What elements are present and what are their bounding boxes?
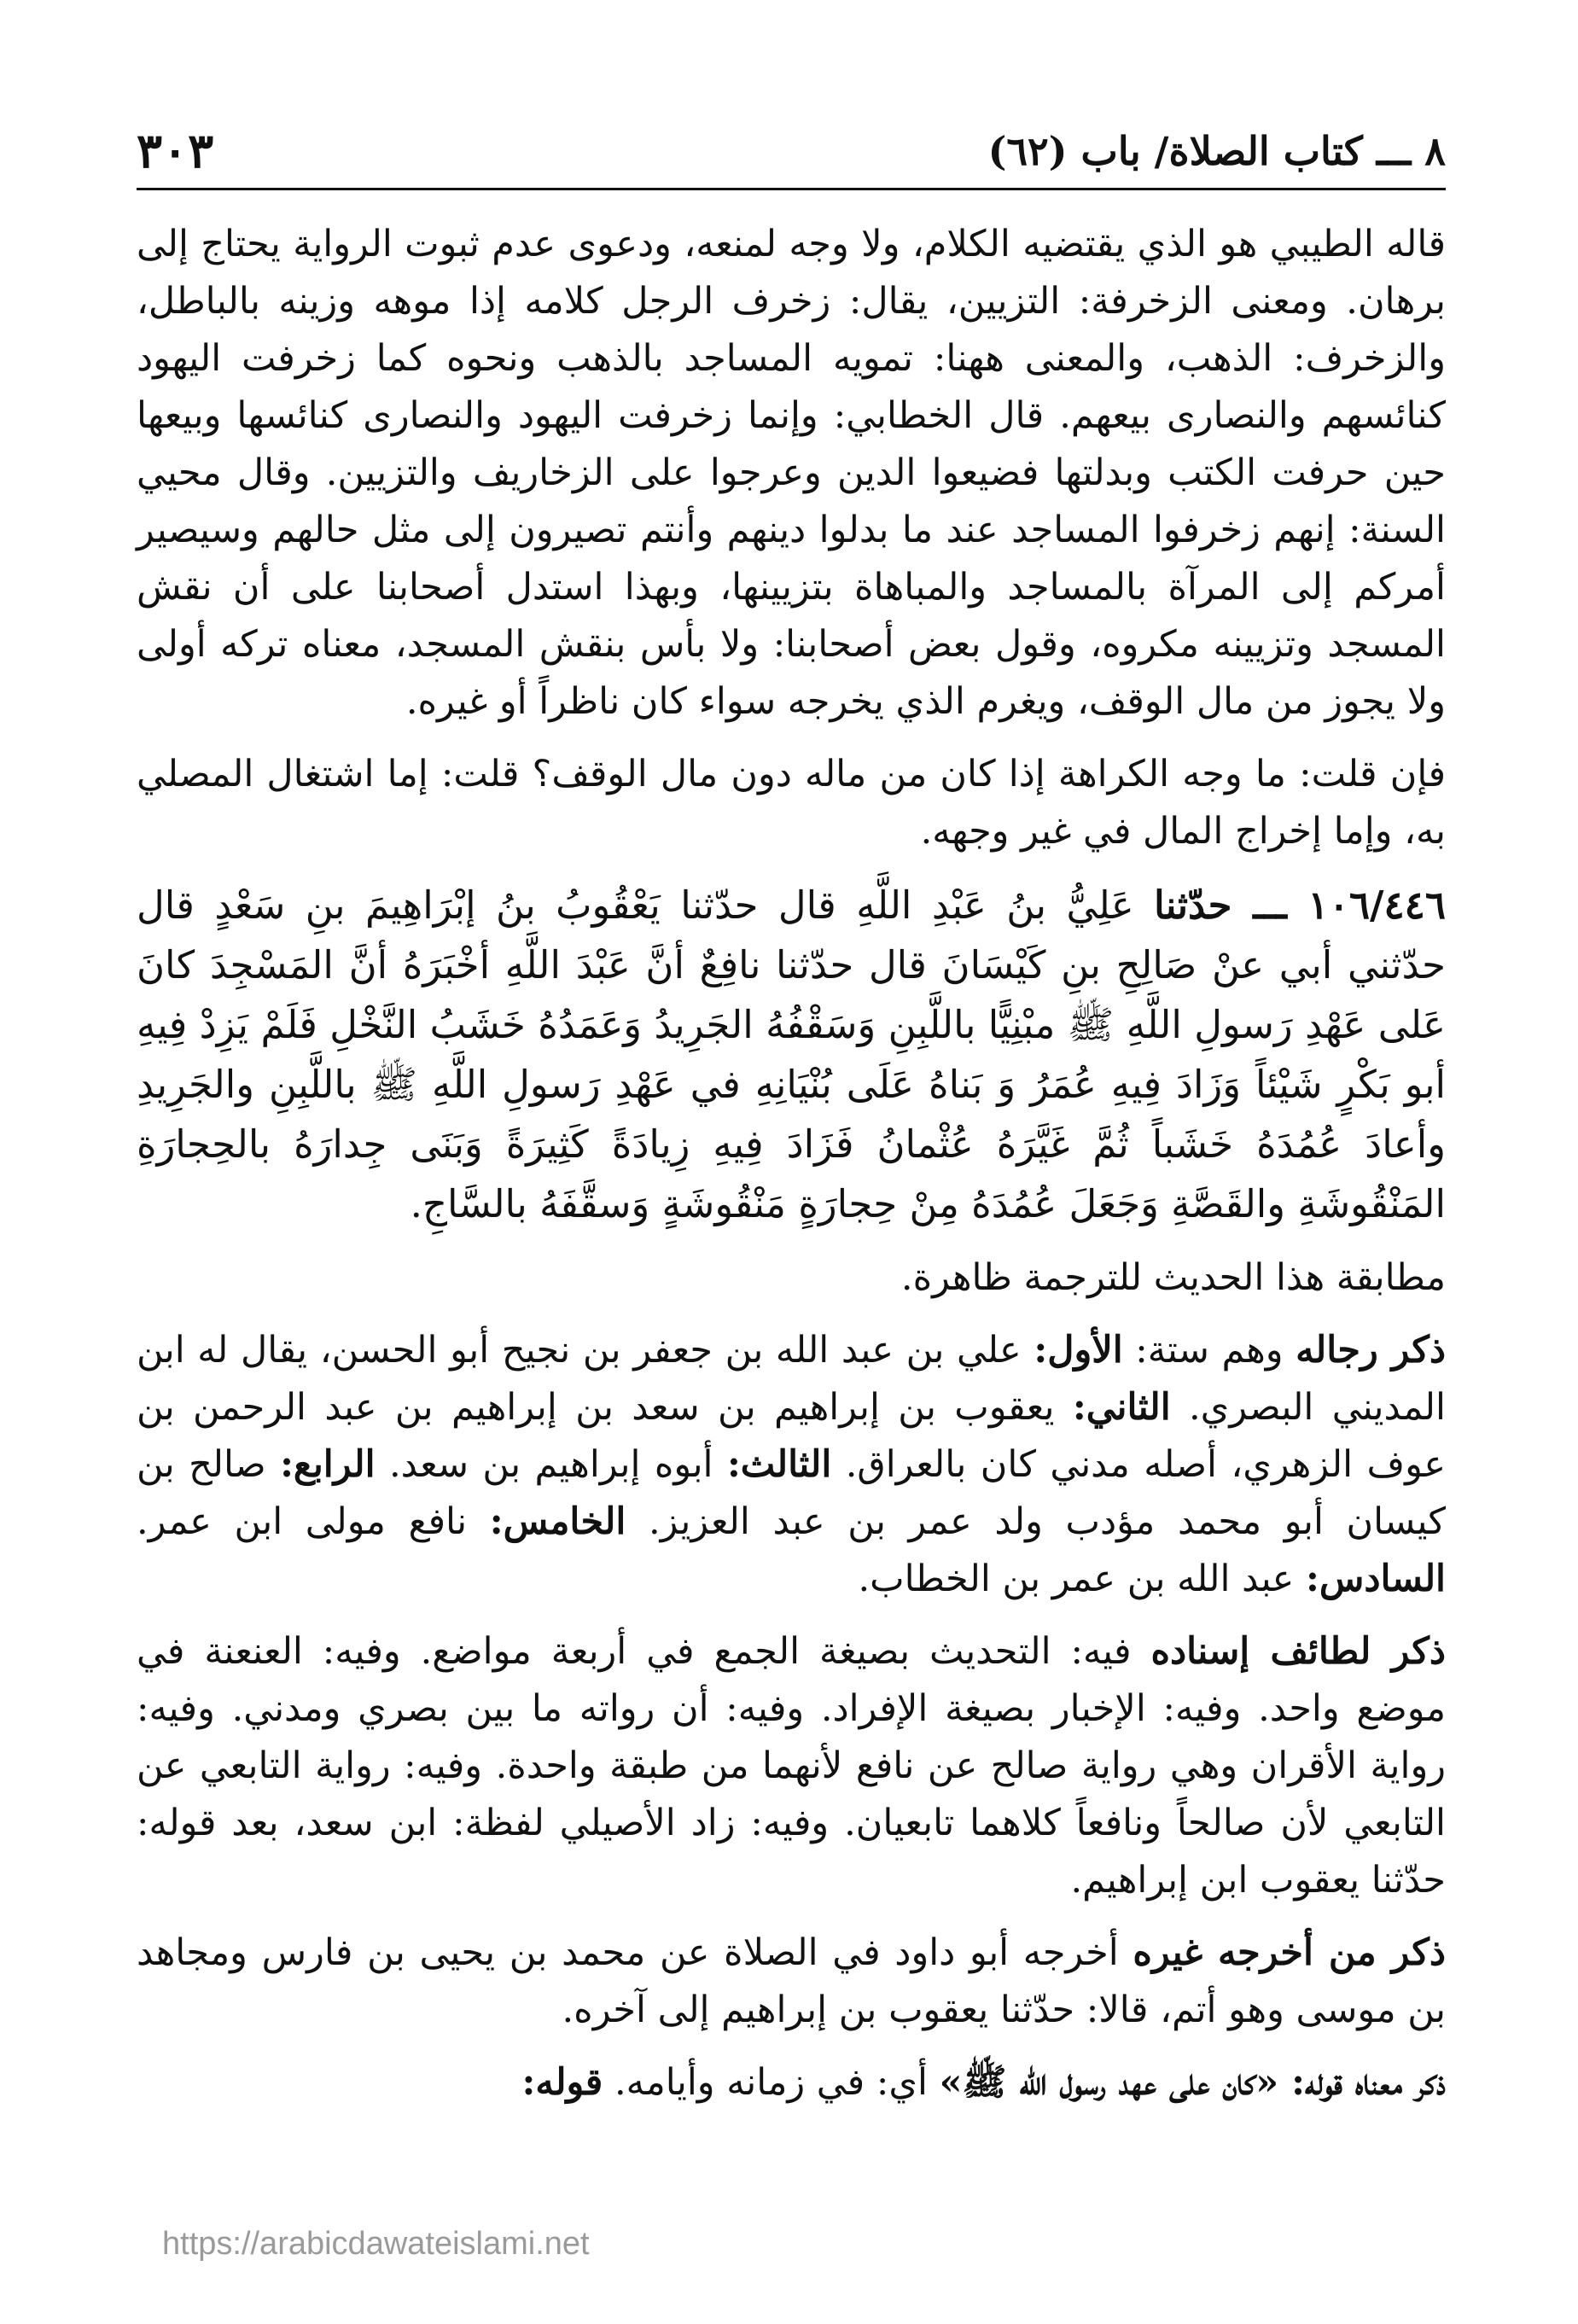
hadith-text [137, 876, 1446, 1234]
lataif-heading: ذكر لطائف إسناده [1150, 1630, 1446, 1673]
rijal-label-4: الرابع: [280, 1443, 376, 1486]
rijal-label-2: الثاني: [1072, 1386, 1171, 1429]
watermark-url: https://arabicdawateislami.net [162, 2226, 590, 2262]
commentary-paragraph-2: فإن قلت: ما وجه الكراهة إذا كان من ماله دون مال الوقف؟ قلت: إما اشتغال المصلي به، وإما إخراج المال في غير وجهه. [137, 753, 1446, 853]
page-number: ٣٠٣ [137, 123, 214, 179]
rijal-label-6: السادس: [1305, 1558, 1446, 1600]
rijal-text-1: وهم ستة: [1122, 1329, 1296, 1372]
rijal-label-5: الخامس: [489, 1500, 626, 1543]
rijal-section [137, 1322, 1446, 1608]
hadith-number: ١٠٦/٤٤٦ ـــ حدّثنا [1154, 882, 1446, 928]
maana-tail: قوله: [521, 2061, 603, 2104]
rijal-text-2: علي بن عبد الله بن جعفر بن نجيح أبو الحسن، يقال له ابن المديني البصري. [137, 1329, 1446, 1429]
chapter-title: ٨ ـــ كتاب الصلاة/ باب (٦٢) [987, 128, 1446, 174]
akhraj-text: أخرجه أبو داود في الصلاة عن محمد بن يحيى بن فارس ومجاهد بن موسى وهو أتم، قالا: حدّثنا يعقوب بن إبراهيم إلى آخره. [137, 1931, 1446, 2031]
rijal-text-6: نافع مولى ابن عمر. [137, 1500, 490, 1543]
rijal-text-4: أبوه إبراهيم بن سعد. [375, 1443, 727, 1486]
maana-section [137, 2054, 1446, 2111]
hadith-body: عَلِيُّ بنُ عَبْدِ اللَّهِ قال حدّثنا يَعْقُوبُ بنُ إبْرَاهِيمَ بنِ سَعْدٍ قال حدّثني أبي عنْ صَالِحِ بنِ كَيْسَانَ قال حدّثنا نافِعٌ أنَّ عَبْدَ اللَّهِ أخْبَرَهُ أنَّ المَسْجِدَ كانَ عَلى عَهْدِ رَسولِ اللَّهِ ﷺ مبْنِيًّا باللَّبِنِ وَسَقْفُهُ الجَرِيدُ وَعَمَدُهُ خَشَبُ النَّخْلِ فَلَمْ يَزِدْ فِيهِ أبو بَكْرٍ شَيْئاً وَزَادَ فِيهِ عُمَرُ وَ بَناهُ عَلَى بُنْيَانِهِ في عَهْدِ رَسولِ اللَّهِ ﷺ باللَّبِنِ والجَرِيدِ وأعادَ عُمُدَهُ خَشَباً ثُمَّ غَيَّرَهُ عُثْمانُ فَزَادَ فِيهِ زِيادَةً كَثِيرَةً وَبَنَى جِدارَهُ بالحِجارَةِ المَنْقُوشَةِ والقَصَّةِ وَجَعَلَ عُمُدَهُ مِنْ حِجارَةٍ مَنْقُوشَةٍ وَسقَّفَهُ بالسَّاجِ. [137, 882, 1446, 1226]
rijal-text-7: عبد الله بن عمر بن الخطاب. [858, 1558, 1306, 1600]
rijal-text-5: صالح بن كيسان أبو محمد مؤدب ولد عمر بن عبد العزيز. [137, 1443, 1446, 1543]
commentary-paragraph-1: قاله الطيبي هو الذي يقتضيه الكلام، ولا وجه لمنعه، ودعوى عدم ثبوت الرواية يحتاج إلى برهان. ومعنى الزخرفة: التزيين، يقال: زخرف الرجل كلامه إذا موهه وزينه بالباطل، والزخرف: الذهب، والمعنى ههنا: تمويه المساجد بالذهب ونحوه كما زخرفت اليهود كنائسهم والنصارى بيعهم. قال الخطابي: وإنما زخرفت اليهود والنصارى كنائسها وبيعها حين حرفت الكتب وبدلتها فضيعوا الدين وعرجوا على الزخاريف والتزيين. وقال محيي السنة: إنهم زخرفوا المساجد عند ما بدلوا دينهم وأنتم تصيرون إلى مثل حالهم وسيصير أمركم إلى المرآة بالمساجد والمباهاة بتزيينها، وبهذا استدل أصحابنا على أن نقش المسجد وتزيينه مكروه، وقول بعض أصحابنا: ولا بأس بنقش المسجد، معناه تركه أولى ولا يجوز من مال الوقف، ويغرم الذي يخرجه سواء كان ناظراً أو غيره. [137, 223, 1446, 723]
akhraj-section [137, 1925, 1446, 2039]
rijal-label-1: الأول: [1034, 1329, 1123, 1372]
rijal-text-3: يعقوب بن إبراهيم بن سعد بن إبراهيم بن عبد الرحمن بن عوف الزهري، أصله مدني كان بالعراق. [137, 1386, 1446, 1486]
rijal-label-3: الثالث: [726, 1443, 832, 1486]
page-header [137, 119, 1446, 190]
maana-heading: ذكر معناه قوله: «كان على عهد رسول الله ﷺ» [939, 2061, 1446, 2104]
akhraj-heading: ذكر من أخرجه غيره [1133, 1931, 1446, 1974]
lataif-section [137, 1623, 1446, 1909]
lataif-text: فيه: التحديث بصيغة الجمع في أربعة مواضع. وفيه: العنعنة في موضع واحد. وفيه: الإخبار بصيغة الإفراد. وفيه: أن رواته ما بين بصري ومدني. وفيه: رواية الأقران وهي رواية صالح عن نافع لأنهما من طبقة واحدة. وفيه: رواية التابعي عن التابعي لأن صالحاً ونافعاً كلاهما تابعيان. وفيه: زاد الأصيلي لفظة: ابن سعد، بعد قوله: حدّثنا يعقوب ابن إبراهيم. [137, 1630, 1446, 1902]
tarjama-note: مطابقة هذا الحديث للترجمة ظاهرة. [900, 1256, 1446, 1299]
rijal-heading: ذكر رجاله [1296, 1329, 1446, 1372]
maana-text: أي: في زمانه وأيامه. [603, 2061, 940, 2104]
